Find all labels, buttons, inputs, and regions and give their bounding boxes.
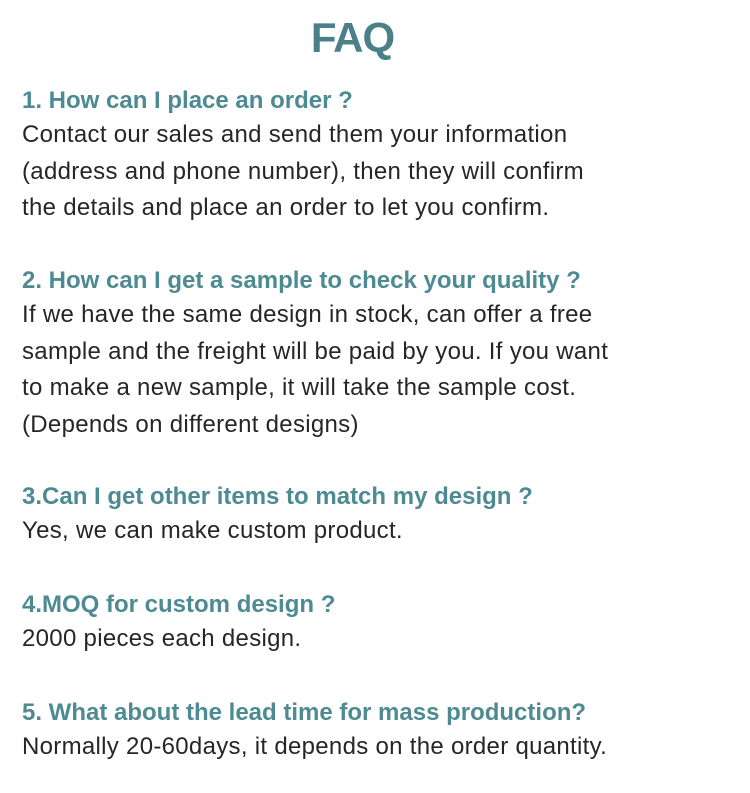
- faq-question-3: 3.Can I get other items to match my design ?: [22, 483, 533, 510]
- faq-answer-5: [22, 729, 722, 766]
- answer-line: 2000 pieces each design.: [22, 625, 302, 652]
- faq-question-1: 1. How can I place an order ?: [22, 87, 353, 114]
- faq-item-5: [22, 697, 722, 766]
- answer-line: Contact our sales and send them your information: [22, 121, 568, 148]
- answer-line: (Depends on different designs): [22, 410, 359, 438]
- faq-answer-1: [22, 117, 722, 227]
- faq-question-5: 5. What about the lead time for mass production?: [22, 699, 587, 726]
- faq-answer-2: [22, 297, 722, 443]
- answer-line: the details and place an order to let you confirm.: [22, 194, 550, 221]
- faq-question-4: 4.MOQ for custom design ?: [22, 591, 336, 618]
- answer-line: Normally 20-60days, it depends on the order quantity.: [22, 733, 608, 760]
- answer-line: If we have the same design in stock, can offer a free: [22, 301, 593, 328]
- faq-answer-4: [22, 621, 722, 658]
- answer-line: Yes, we can make custom product.: [22, 517, 403, 544]
- faq-item-2: [22, 265, 722, 481]
- answer-line: to make a new sample, it will take the sample cost.: [22, 374, 577, 401]
- faq-item-4: [22, 589, 722, 697]
- faq-item-3: [22, 481, 722, 589]
- answer-line: sample and the freight will be paid by you. If you want: [22, 337, 609, 365]
- faq-item-1: [22, 85, 722, 265]
- answer-line: (address and phone number), then they will confirm: [22, 157, 584, 185]
- faq-question-2: 2. How can I get a sample to check your quality ?: [22, 267, 581, 294]
- page-title: FAQ: [310, 14, 395, 61]
- faq-list: [22, 85, 722, 766]
- faq-answer-3: [22, 513, 722, 550]
